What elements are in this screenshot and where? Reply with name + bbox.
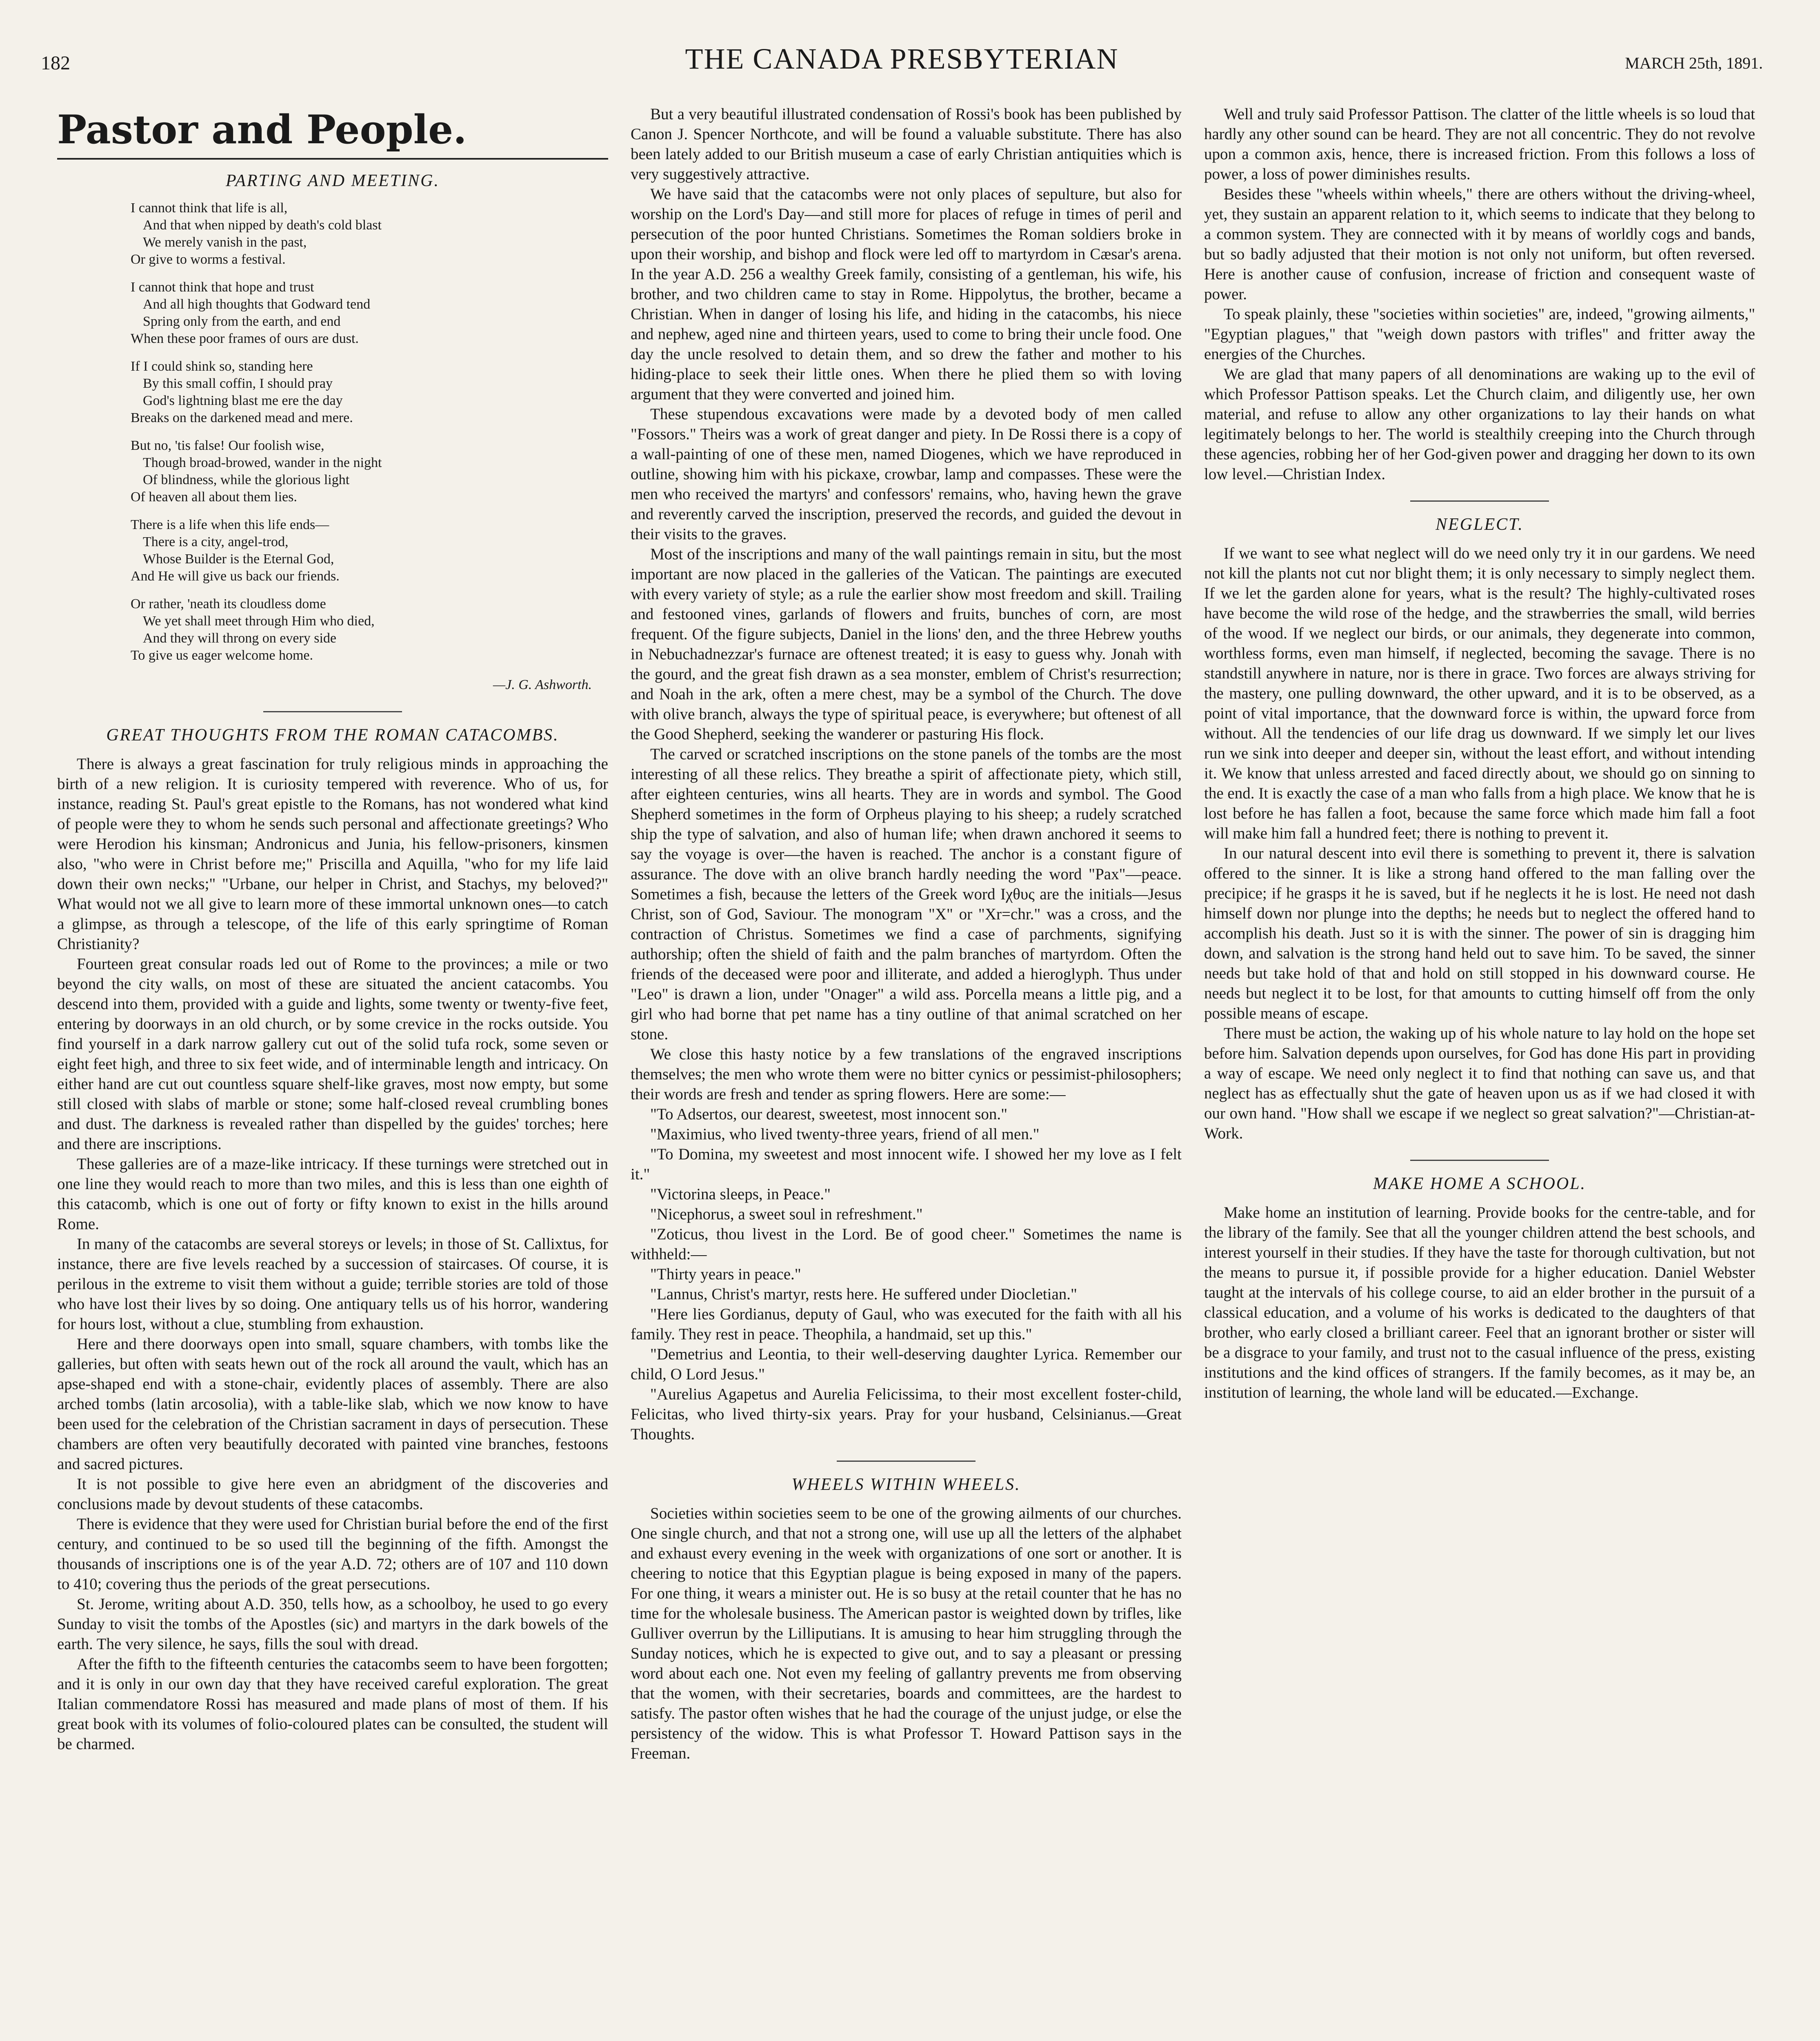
paragraph: These galleries are of a maze-like intricacy. If these turnings were stretched out in one line they would reach to more than two miles, and this is less than one eighth of this catacomb, which is one out of forty or fifty known to exist in the hills around Rome. xyxy=(57,1155,608,1233)
article-title-home-school: MAKE HOME A SCHOOL. xyxy=(1373,1174,1587,1193)
poem-line: God's lightning blast me ere the day xyxy=(143,393,343,408)
poem-line: Spring only from the earth, and end xyxy=(143,314,341,329)
poem-line: We merely vanish in the past, xyxy=(143,235,307,250)
poem-line: But no, 'tis false! Our foolish wise, xyxy=(131,438,324,453)
paragraph: But a very beautiful illustrated condensation of Rossi's book has been published by Canon J. Spencer Northcote, and will be found a valuable substitute. There has also been lately added to our British museum a case of early Christian antiquities which is very suggestively attractive. xyxy=(631,105,1182,183)
inscription: "Aurelius Agapetus and Aurelia Felicissima, to their most excellent foster-child, Felicitas, who lived thirty-six years. Pray for your husband, Celsinianus.—Great Thoughts. xyxy=(631,1385,1182,1443)
column-1 xyxy=(57,104,608,2041)
paragraph: We close this hasty notice by a few translations of the engraved inscriptions themselves; the men who wrote them were no bitter cynics or pessimist-philosophers; their words are fresh and tender as spring flowers. Here are some:— xyxy=(631,1045,1182,1103)
poem-line: When these poor frames of ours are dust. xyxy=(131,331,359,346)
poem-line: Or give to worms a festival. xyxy=(131,252,286,267)
paragraph: After the fifth to the fifteenth centuries the catacombs seem to have been forgotten; and it is only in our own day that they have received careful exploration. The great Italian commendatore Rossi has measured and made plans of most of them. If his great book with its volumes of folio-coloured plates can be consulted, the student will be charmed. xyxy=(57,1655,608,1753)
poem-line: And that when nipped by death's cold blast xyxy=(143,218,382,233)
inscription: "Here lies Gordianus, deputy of Gaul, who was executed for the faith with all his family. They rest in peace. Theophila, a handmaid, set up this." xyxy=(631,1305,1182,1343)
section-title: Pastor and People. xyxy=(57,107,467,153)
inscription-list xyxy=(631,1104,1182,1444)
inscription: "Lannus, Christ's martyr, rests here. He suffered under Diocletian." xyxy=(650,1285,1077,1303)
article-title-wheels: WHEELS WITHIN WHEELS. xyxy=(791,1475,1021,1494)
poem-stanza xyxy=(131,596,608,664)
poem xyxy=(131,200,608,664)
column-3 xyxy=(1204,104,1755,2041)
poem-line: And they will throng on every side xyxy=(143,631,337,646)
column-2 xyxy=(631,104,1182,2041)
poem-stanza xyxy=(131,358,608,427)
poem-line: Or rather, 'neath its cloudless dome xyxy=(131,596,326,611)
poem-stanza xyxy=(131,516,608,585)
inscription: "Victorina sleeps, in Peace." xyxy=(650,1185,831,1203)
poem-line: And He will give us back our friends. xyxy=(131,569,340,584)
poem-line: If I could shink so, standing here xyxy=(131,359,313,374)
paragraph: These stupendous excavations were made by a devoted body of men called "Fossors." Theirs was a work of great danger and piety. In De Rossi there is a copy of a wall-painting of one of these men, named Diogenes, which we have reproduced in outline, showing him with his pickaxe, crowbar, lamp and compasses. These were the men who received the martyrs' and confessors' remains, who, having hewn the grave and reverently carved the inscription, preserved the records, and guided the devout in their visits to the graves. xyxy=(631,405,1182,543)
inscription: "Maximius, who lived twenty-three years, friend of all men." xyxy=(650,1125,1040,1143)
divider xyxy=(1410,500,1549,502)
poem-stanza xyxy=(131,279,608,347)
paragraph: It is not possible to give here even an abridgment of the discoveries and conclusions made by devout students of these catacombs. xyxy=(57,1475,608,1513)
poem-line: I cannot think that hope and trust xyxy=(131,280,314,295)
poem-line: Breaks on the darkened mead and mere. xyxy=(131,410,353,425)
section-rule xyxy=(57,158,608,160)
divider xyxy=(837,1461,976,1462)
inscription: "To Adsertos, our dearest, sweetest, most innocent son." xyxy=(650,1105,1008,1123)
poem-line: Whose Builder is the Eternal God, xyxy=(143,551,334,567)
poem-line: Though broad-browed, wander in the night xyxy=(143,455,382,470)
poem-stanza xyxy=(131,437,608,506)
poem-line: Of blindness, while the glorious light xyxy=(143,472,350,487)
poem-line: Of heaven all about them lies. xyxy=(131,489,297,505)
poem-line: And all high thoughts that Godward tend xyxy=(143,297,371,312)
paragraph: The carved or scratched inscriptions on the stone panels of the tombs are the most interesting of all these relics. They breathe a spirit of affectionate piety, which still, after eighteen centuries, wins all hearts. They are in words and symbol. The Good Shepherd sometimes in the form of Orpheus playing to his sheep; a rudely scratched ship the type of salvation, and also of human life; when drawn anchored it seems to say the voyage is over—the haven is reached. The anchor is a constant figure of assurance. The dove with an olive branch hardly needing the word "Pax"—peace. Sometimes a fish, because the letters of the Greek word Ιχθυς are the initials—Jesus Christ, son of God, Saviour. The monogram "X" or "Xr=chr." was a cross, and the contraction of Christus. Sometimes we find a case of parchments, signifying authorship; often the shield of faith and the palm branches of martyrdom. Often the friends of the deceased were poor and illiterate, and added a hieroglyph. Thus under "Leo" is drawn a lion, under "Onager" a wild ass. Porcella means a little pig, and a girl who had borne that pet name has a tiny outline of that animal scratched on her stone. xyxy=(631,745,1182,1043)
paragraph: Here and there doorways open into small, square chambers, with tombs like the galleries, but often with seats hewn out of the rock all around the vault, which has an apse-shaped end with a stone-chair, evidently places of assembly. There are also arched tombs (latin arcosolia), with a table-like slab, which we now know to have been used for the celebration of the Christian sacrament in days of persecution. These chambers are often very beautifully decorated with painted vine branches, festoons and sacred pictures. xyxy=(57,1335,608,1473)
paragraph: Fourteen great consular roads led out of Rome to the provinces; a mile or two beyond the city walls, on most of these are situated the ancient catacombs. You descend into them, provided with a guide and lights, some twenty or twenty-five feet, entering by doorways in an old church, or by some crevice in the rocks outside. You find yourself in a dark narrow gallery cut out of the solid tufa rock, some seven or eight feet high, and three to six feet wide, and of interminable length and intricacy. On either hand are cut out countless square shelf-like graves, most now empty, but some still closed with slabs of marble or stone; some half-closed reveal crumbling bones and dust. The darkness is revealed rather than dispelled by the guides' torches; here and there are inscriptions. xyxy=(57,955,608,1153)
poem-line: By this small coffin, I should pray xyxy=(143,376,333,391)
inscription: "Thirty years in peace." xyxy=(650,1265,801,1283)
paragraph: St. Jerome, writing about A.D. 350, tells how, as a schoolboy, he used to go every Sunday to visit the tombs of the Apostles (sic) and martyrs in the dark bowels of the earth. The very silence, he says, fills the soul with dread. xyxy=(57,1595,608,1653)
paragraph: Well and truly said Professor Pattison. The clatter of the little wheels is so loud that hardly any other sound can be heard. They are not all concentric. They do not revolve upon a common axis, hence, there is increased friction. From this follows a loss of power, a loss of power diminishes results. xyxy=(1204,105,1755,183)
paragraph: Besides these "wheels within wheels," there are others without the driving-wheel, yet, they sustain an apparent relation to it, which seems to indicate that they belong to a common system. They are connected with it by means of worldly cogs and bands, but so badly adjusted that their motion is not only not uniform, but often reversed. Here is another cause of confusion, increase of friction and consequent waste of power. xyxy=(1204,185,1755,303)
inscription: "Demetrius and Leontia, to their well-deserving daughter Lyrica. Remember our child, O Lord Jesus." xyxy=(631,1345,1182,1383)
masthead xyxy=(41,42,1763,86)
paragraph: In our natural descent into evil there is something to prevent it, there is salvation offered to the sinner. It is like a strong hand offered to the man falling over the precipice; if he grasps it he is saved, but if he neglects it he is lost. He need not dash himself down nor plunge into the depths; he needs but to neglect the offered hand to accomplish his death. Just so it is with the sinner. The power of sin is dragging him down, and salvation is the strong hand held out to save him. To be saved, the sinner needs but take hold of that and hold on still stopped in his downward course. He needs but neglect it to be lost, for that amounts to cutting himself off from the only possible means of escape. xyxy=(1204,845,1755,1022)
paragraph: In many of the catacombs are several storeys or levels; in those of St. Callixtus, for instance, there are five levels reached by a succession of staircases. Of course, it is perilous in the extreme to visit them without a guide; terrible stories are told of those who have lost their lives by so doing. One antiquary tells us of his horror, wandering for hours lost, without a clue, stumbling from exhaustion. xyxy=(57,1235,608,1333)
issue-date: MARCH 25th, 1891. xyxy=(1625,54,1763,72)
paragraph: There is evidence that they were used for Christian burial before the end of the first century, and continued to be so used till the beginning of the fifth. Amongst the thousands of inscriptions one is of the year A.D. 72; others are of 107 and 110 down to 410; covering thus the periods of the great persecutions. xyxy=(57,1515,608,1593)
paragraph: To speak plainly, these "societies within societies" are, indeed, "growing ailments," "Egyptian plagues," that "weigh down pastors with trifles" and fritter away the energies of the Churches. xyxy=(1204,305,1755,363)
paragraph: We have said that the catacombs were not only places of sepulture, but also for worship on the Lord's Day—and still more for places of refuge in times of peril and persecution of the poor hunted Christians. Sometimes the Roman soldiers broke in upon their worship, and bishop and flock were led off to martyrdom in Cæsar's arena. In the year A.D. 256 a wealthy Greek family, consisting of a gentleman, his wife, his brother, and two children came to stay in Rome. Hippolytus, the brother, became a Christian. When in danger of losing his life, and hiding in the catacombs, his niece and nephew, aged nine and thirteen years, used to come to bring their uncle food. One day the uncle resolved to detain them, and so drew the father and mother to his hiding-place to seek their little ones. When there he plied them so with loving argument that they were converted and joined him. xyxy=(631,185,1182,403)
inscription: "Zoticus, thou livest in the Lord. Be of good cheer." Sometimes the name is withheld:— xyxy=(631,1225,1182,1263)
inscription: "Nicephorus, a sweet soul in refreshment." xyxy=(650,1205,923,1223)
poem-line: There is a life when this life ends— xyxy=(131,517,329,532)
poem-line: I cannot think that life is all, xyxy=(131,200,288,216)
poem-line: There is a city, angel-trod, xyxy=(143,534,289,549)
poem-attribution: —J. G. Ashworth. xyxy=(493,677,592,692)
paragraph: We are glad that many papers of all denominations are waking up to the evil of which Professor Pattison speaks. Let the Church claim, and diligently use, her own material, and refuse to allow any other organizations to lay their hands on what legitimately belongs to her. The world is stealthily creeping into the Church through these agencies, robbing her of her God-given power and dragging her down to its own low level.—Christian Index. xyxy=(1204,365,1755,483)
divider xyxy=(1410,1160,1549,1161)
paragraph: Make home an institution of learning. Provide books for the centre-table, and for the library of the family. See that all the younger children attend the best schools, and interest yourself in their studies. If they have the taste for thorough cultivation, but not the means to pursue it, if possible provide for a higher education. Daniel Webster taught at the intervals of his college course, to aid an elder brother in the pursuit of a classical education, and a volume of his works is dedicated to the daughters of that brother, who early closed a brilliant career. Feel that an ignorant brother or sister will be a disgrace to your family, and trust not to the casual influence of the press, existing institutions and the kind offices of strangers. If the family becomes, as it may be, an institution of learning, the whole land will be educated.—Exchange. xyxy=(1204,1204,1755,1401)
article-title-catacombs: GREAT THOUGHTS FROM THE ROMAN CATACOMBS. xyxy=(106,726,559,745)
paragraph: Societies within societies seem to be one of the growing ailments of our churches. One single church, and that not a strong one, will use up all the letters of the alphabet and exhaust every evening in the week with organizations of one sort or another. It is cheering to notice that this Egyptian plague is being exposed in many of the papers. For one thing, it wears a minister out. He is so busy at the retail counter that he has no time for the wholesale business. The American pastor is weighted down by trifles, like Gulliver overrun by the Lilliputians. It is amusing to hear him struggling through the Sunday notices, which he is expected to give out, and to say a pleasant or pressing word about each one. Not even my feeling of gallantry prevents me from observing that the women, with their secretaries, boards and committees, are the hardest to satisfy. The pastor often wishes that he had the courage of the unjust judge, or else the persistency of the widow. This is what Professor T. Howard Pattison says in the Freeman. xyxy=(631,1505,1182,1762)
paragraph: Most of the inscriptions and many of the wall paintings remain in situ, but the most important are now placed in the galleries of the Vatican. The paintings are executed with every variety of style; as a rule the earlier show most freedom and skill. Trailing and festooned vines, garlands of flowers and fruits, bunches of corn, are most frequent. Of the figure subjects, Daniel in the lions' den, and the three Hebrew youths in Nebuchadnezzar's furnace are oftenest treated; it is easy to guess why. Jonah with the gourd, and the great fish drawn as a sea monster, emblem of Christ's resurrection; and Noah in the ark, often a mere chest, may be a symbol of the Church. The dove with olive branch, always the type of spiritual peace, is everywhere; but oftenest of all the Good Shepherd, seeking the wanderer or pasturing His flock. xyxy=(631,545,1182,743)
poem-line: To give us eager welcome home. xyxy=(131,648,313,663)
newspaper-title: THE CANADA PRESBYTERIAN xyxy=(685,42,1119,75)
paragraph: If we want to see what neglect will do we need only try it in our gardens. We need not kill the plants not cut nor blight them; it is only necessary to simply neglect them. If we let the garden alone for years, what is the result? The highly-cultivated roses have become the wild rose of the hedge, and the strawberries the small, wild berries of the wood. If we neglect our birds, or our animals, they degenerate into common, worthless forms, even man himself, if neglected, becoming the savage. There is no standstill anywhere in nature, nor is there in grace. Two forces are always striving for the mastery, one pulling downward, the other upward, and it is to be observed, as a point of vital importance, that the downward force is within, the upward force from without. All the tendencies of our life drag us downward. If we simply let our lives run we sink into deeper and deeper sin, without the least effort, and without intending it. We know that unless arrested and faced directly about, we should go on sinning to the end. It is exactly the case of a man who falls from a high place. We know that he is lost before he has fallen a foot, because the same force which made him fall a foot will make him fall a hundred feet; there is nothing to prevent it. xyxy=(1204,545,1755,842)
divider xyxy=(263,711,402,712)
page-number: 182 xyxy=(41,52,70,74)
paragraph: There must be action, the waking up of his whole nature to lay hold on the hope set before him. Salvation depends upon ourselves, for God has done His part in providing a way of escape. We need only neglect it to find that nothing can save us, and that neglect has as effectually shut the gate of heaven upon us as if we had closed it with our own hand. "How shall we escape if we neglect so great salvation?"—Christian-at-Work. xyxy=(1204,1025,1755,1142)
inscription: "To Domina, my sweetest and most innocent wife. I showed her my love as I felt it." xyxy=(631,1145,1182,1183)
paragraph: There is always a great fascination for truly religious minds in approaching the birth of a new religion. It is curiosity tempered with reverence. Who of us, for instance, reading St. Paul's great epistle to the Romans, has not wondered what kind of people were they to whom he sends such personal and affectionate greetings? Who were Herodion his kinsman; Andronicus and Junia, his fellow-prisoners, kinsmen also, "who were in Christ before me;" Priscilla and Aquilla, "who for my life laid down their own necks;" "Urbane, our helper in Christ, and Stachys, my beloved?" What would not we all give to learn more of these immortal unknown ones—to catch a glimpse, as through a telescope, of the life of this early springtime of Roman Christianity? xyxy=(57,755,608,953)
poem-title: PARTING AND MEETING. xyxy=(226,171,440,190)
article-title-neglect: NEGLECT. xyxy=(1436,515,1524,534)
poem-line: We yet shall meet through Him who died, xyxy=(143,614,375,629)
poem-stanza xyxy=(131,200,608,268)
